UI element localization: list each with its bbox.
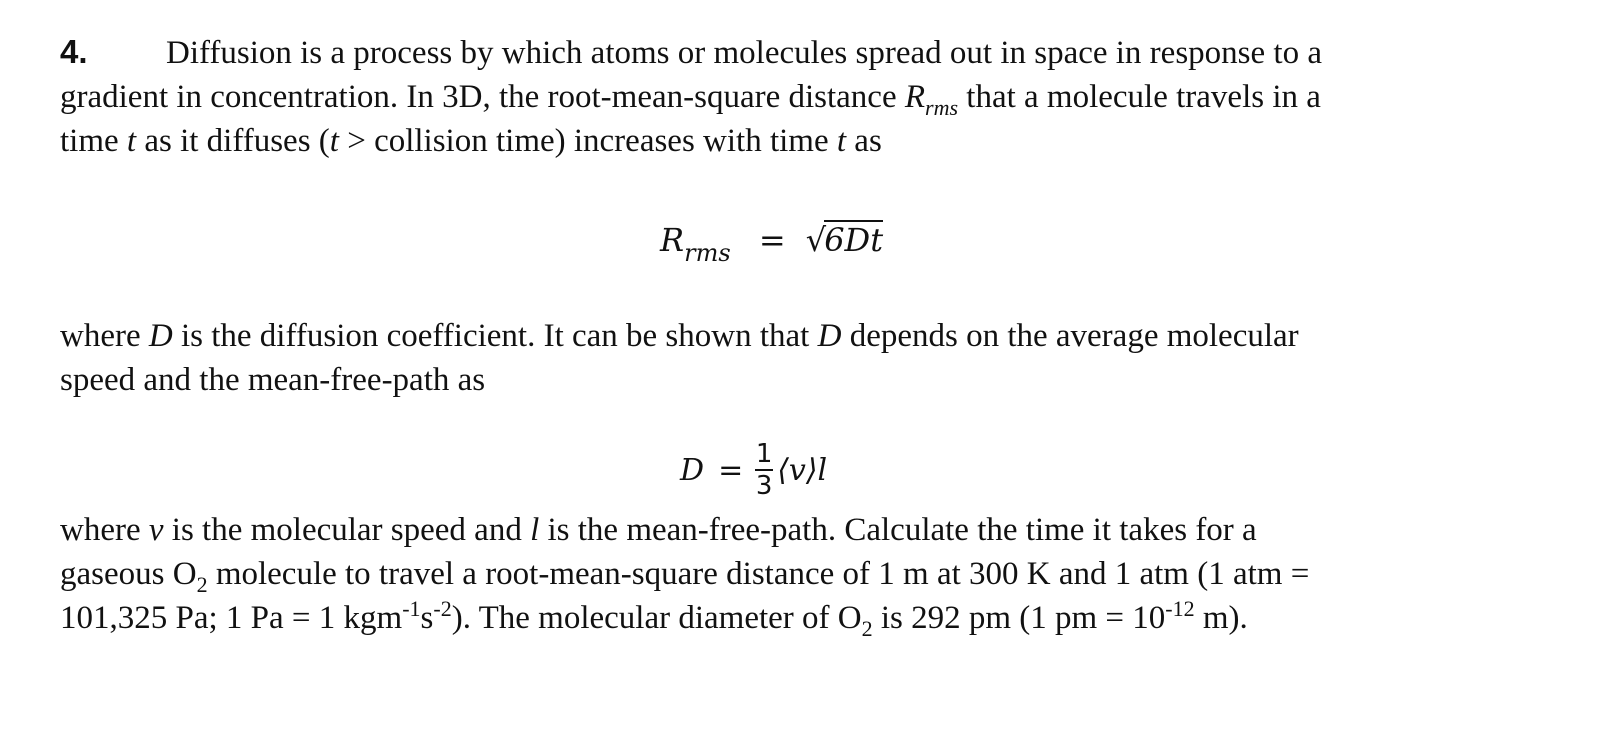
- intro-paragraph: [60, 30, 1322, 163]
- middle-line-2: speed and the mean-free-path as: [60, 362, 486, 398]
- eq2-equals: =: [718, 452, 744, 488]
- intro-line-2a: gradient in concentration. In 3D, the root-mean-square distance: [60, 79, 905, 115]
- var-t: t: [836, 123, 847, 159]
- eq2-lhs: D: [680, 452, 705, 488]
- equation-rms-distance: [660, 220, 884, 267]
- final-line-3d: is 292 pm (1 pm = 10: [872, 600, 1166, 636]
- o2-subscript: 2: [861, 616, 873, 641]
- var-t: t: [126, 123, 137, 159]
- intro-line-3a: time: [60, 123, 127, 159]
- intro-line-3c: > collision time) increases with time: [338, 123, 837, 159]
- square-root: [806, 220, 883, 259]
- fraction-one-third: [755, 440, 773, 500]
- middle-line-1c: depends on the average molecular: [841, 318, 1299, 354]
- final-line-3a: 101,325 Pa; 1 Pa = 1 kgm: [60, 600, 403, 636]
- equation-diffusion-coefficient: [680, 440, 827, 500]
- final-paragraph: [60, 508, 1309, 640]
- denominator: 3: [755, 471, 773, 501]
- final-line-1b: is the molecular speed and: [163, 512, 531, 548]
- var-D: D: [817, 318, 842, 354]
- middle-line-1a: where: [60, 318, 149, 354]
- eq1-lhs: R: [660, 221, 685, 259]
- exponent-1: -1: [402, 596, 421, 621]
- eq1-lhs-sub: rms: [684, 239, 731, 267]
- question-number: 4.: [60, 33, 88, 70]
- middle-line-1b: is the diffusion coefficient. It can be shown that: [172, 318, 818, 354]
- eq1-equals: =: [758, 221, 786, 259]
- intro-line-1: Diffusion is a process by which atoms or molecules spread out in space in response to a: [166, 35, 1322, 71]
- var-v: v: [148, 512, 164, 548]
- o2-subscript: 2: [196, 572, 208, 597]
- exponent-3: -12: [1165, 596, 1195, 621]
- intro-line-3d: as: [846, 123, 882, 159]
- var-t: t: [329, 123, 339, 159]
- eq2-rhs: ⟨v⟩l: [777, 452, 828, 488]
- var-R-sub: rms: [925, 95, 959, 120]
- final-line-2b: molecule to travel a root-mean-square distance of 1 m at 300 K and 1 atm (1 atm =: [207, 556, 1310, 592]
- var-R: R: [904, 79, 926, 115]
- var-l: l: [530, 512, 540, 548]
- final-line-1a: where: [60, 512, 149, 548]
- radical-sign: √: [805, 221, 827, 259]
- final-line-3b: s: [420, 600, 434, 636]
- final-line-3c: ). The molecular diameter of O: [451, 600, 862, 636]
- exponent-2: -2: [433, 596, 452, 621]
- radicand: 6Dt: [824, 221, 884, 259]
- var-D: D: [148, 318, 173, 354]
- final-line-3e: m).: [1194, 600, 1248, 636]
- numerator: 1: [755, 439, 773, 469]
- intro-line-3b: as it diffuses (: [136, 123, 330, 159]
- final-line-1c: is the mean-free-path. Calculate the time it takes for a: [539, 512, 1257, 548]
- intro-line-2b: that a molecule travels in a: [958, 79, 1321, 115]
- middle-paragraph: [60, 314, 1299, 402]
- final-line-2a: gaseous O: [60, 556, 197, 592]
